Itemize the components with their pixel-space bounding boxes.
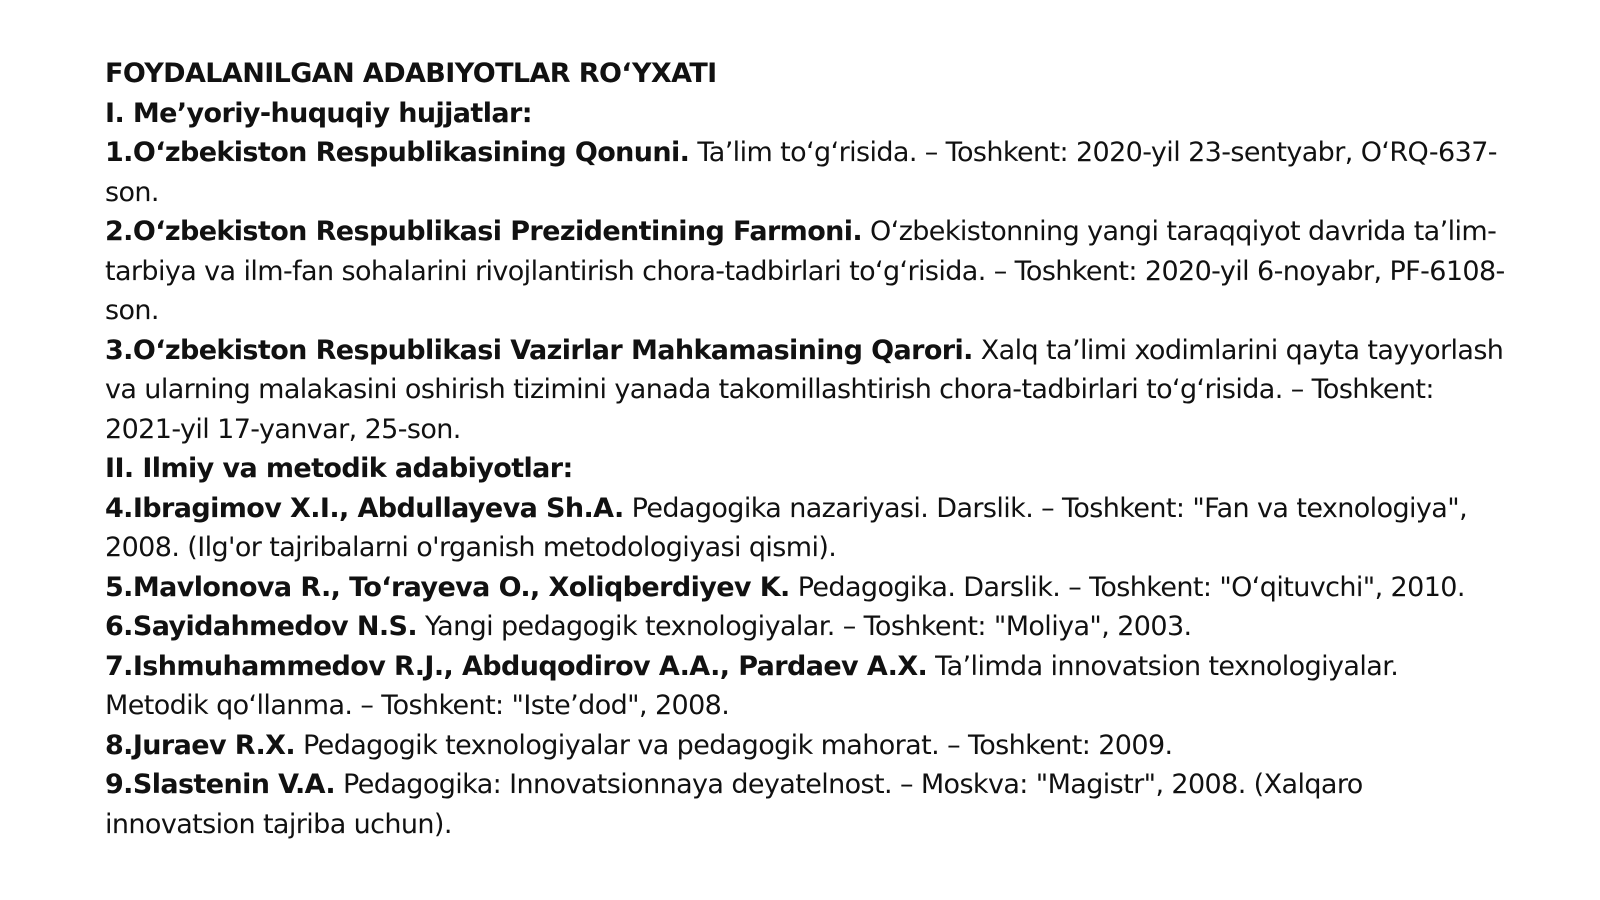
reference-author: 1.O‘zbekiston Respublikasining Qonuni.	[105, 137, 690, 168]
reference-details: O‘zbekistonning yangi taraqqiyot davrida ta’lim-tarbiya va ilm-fan sohalarini rivojlantirish chora-tadbirlari to‘g‘risida. – Toshkent: 2020-yil 6-noyabr, PF-6108-son.	[105, 216, 1505, 326]
reference-author: 3.O‘zbekiston Respublikasi Vazirlar Mahkamasining Qarori.	[105, 334, 973, 366]
reference-author: 4.Ibragimov X.I., Abdullayeva Sh.A.	[105, 492, 624, 524]
reference-details: Xalq ta’limi xodimlarini qayta tayyorlash va ularning malakasini oshirish tizimini yanada takomillashtirish chora-tadbirlari to‘g‘risida. – Toshkent: 2021-yil 17-yanvar, 25-son.	[105, 334, 1504, 445]
reference-author: 2.O‘zbekiston Respublikasi Prezidentining Farmoni.	[105, 216, 863, 247]
reference-list-slide	[105, 54, 1505, 844]
reference-details: Pedagogika. Darslik. – Toshkent: "O‘qituvchi", 2010.	[789, 571, 1465, 603]
reference-details: Pedagogika nazariyasi. Darslik. – Toshkent: "Fan va texnologiya", 2008. (Ilg'or tajribalarni o'rganish metodologiyasi qismi).	[105, 492, 1468, 563]
reference-item-2	[105, 212, 1505, 331]
reference-item-6	[105, 607, 1505, 647]
reference-details: Ta’limda innovatsion texnologiyalar. Metodik qo‘llanma. – Toshkent: "Iste’dod", 2008.	[105, 650, 1399, 721]
reference-item-4	[105, 489, 1505, 568]
document-title: FOYDALANILGAN ADABIYOTLAR RO‘YXATI	[105, 58, 717, 89]
reference-details: Pedagogik texnologiyalar va pedagogik mahorat. – Toshkent: 2009.	[294, 729, 1173, 761]
reference-details: Ta’lim to‘g‘risida. – Toshkent: 2020-yil 23-sentyabr, O‘RQ-637-son.	[105, 137, 1497, 208]
reference-details: Yangi pedagogik texnologiyalar. – Toshkent: "Moliya", 2003.	[416, 611, 1192, 642]
reference-item-7	[105, 647, 1505, 726]
reference-item-5	[105, 568, 1505, 608]
section-heading-scientific: II. Ilmiy va metodik adabiyotlar:	[105, 453, 573, 484]
reference-author: 8.Juraev R.X.	[105, 729, 295, 761]
reference-author: 5.Mavlonova R., To‘rayeva O., Xoliqberdiyev K.	[105, 571, 790, 603]
reference-author: 6.Sayidahmedov N.S.	[105, 611, 417, 642]
section-heading-normative: I. Me’yoriy-huquqiy hujjatlar:	[105, 97, 532, 129]
reference-item-3	[105, 331, 1505, 450]
reference-item-8	[105, 726, 1505, 766]
reference-author: 9.Slastenin V.A.	[105, 769, 336, 800]
reference-item-1	[105, 133, 1505, 212]
reference-details: Pedagogika: Innovatsionnaya deyatelnost. – Moskva: "Magistr", 2008. (Xalqaro innovatsion tajriba uchun).	[105, 769, 1363, 840]
reference-item-9	[105, 765, 1505, 844]
reference-author: 7.Ishmuhammedov R.J., Abduqodirov A.A., Pardaev A.X.	[105, 650, 928, 682]
